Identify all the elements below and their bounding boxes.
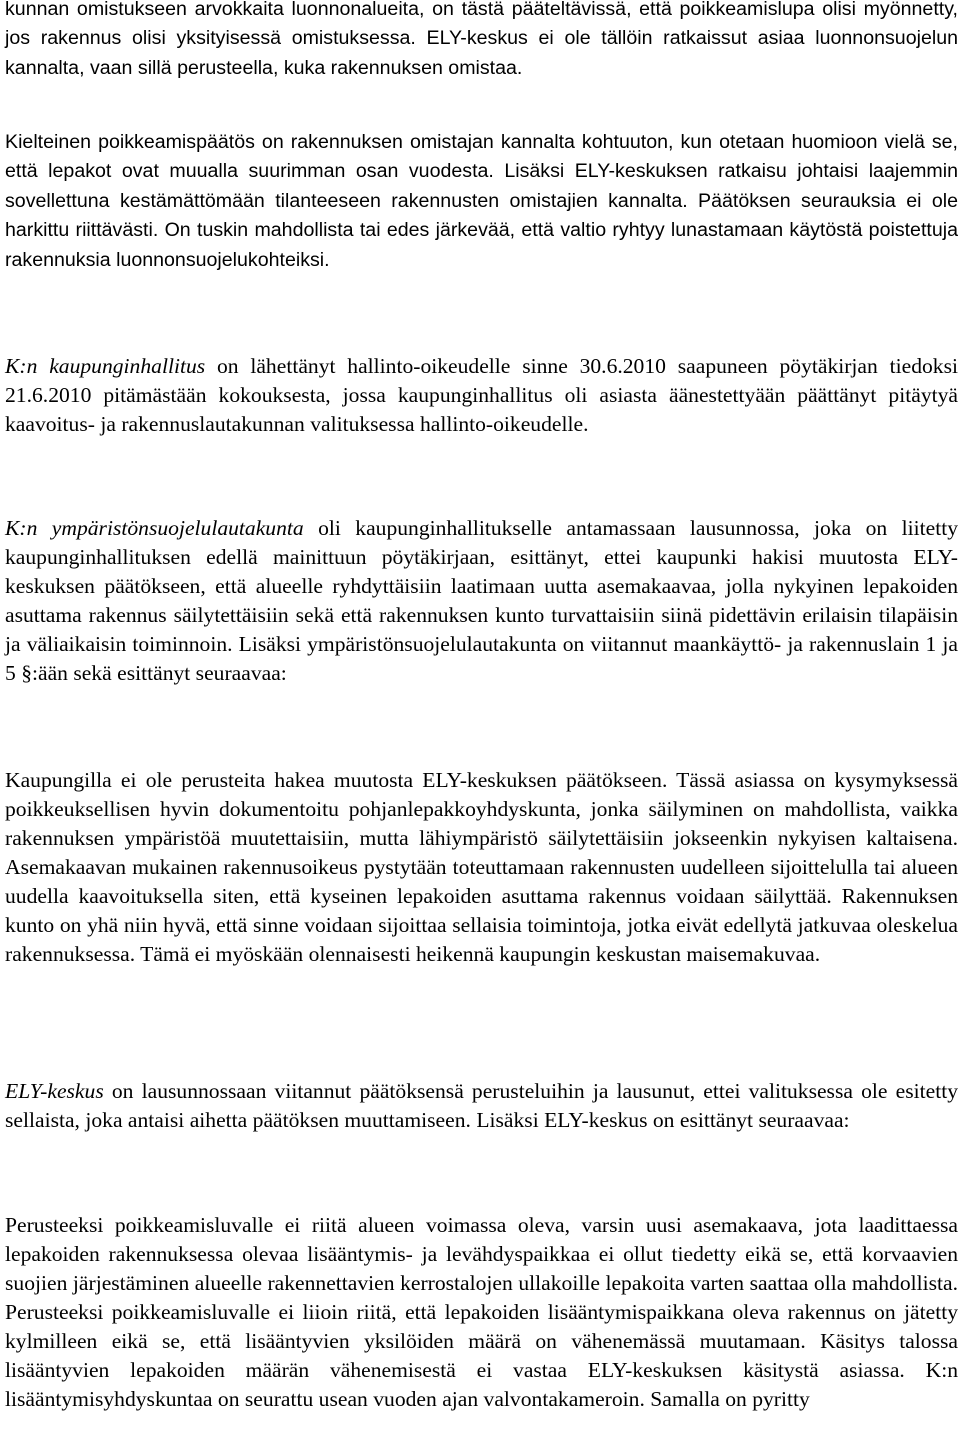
paragraph-committee-statement: Kaupungilla ei ole perusteita hakea muutosta ELY-keskuksen päätökseen. Tässä asiassa on kysymyksessä poikkeuksellisen hyvin dokumentoitu pohjanlepakkoyhdyskunta, jonka säilyminen on mahdollista, vaikka rakennuksen ympäristöä muutettaisiin, mutta lähiympäristö säilytettäisiin jokseenkin nykyisen kaltaisena. Asemakaavan mukainen rakennusoikeus pystytään toteuttamaan rakennusten uudelleen sijoittelulla tai alueen uudella kaavoituksella siten, että kyseinen lepakoiden asuttama rakennus voidaan säilyttää. Rakennuksen kunto on yhä niin hyvä, että sinne voidaan sijoittaa sellaisia toimintoja, jotka eivät edellytä jatkuvaa oleskelua rakennuksessa. Tämä ei myöskään olennaisesti heikennä kaupungin keskustan maisemakuvaa. [5,768,958,966]
paragraph-ownership-reasoning: kunnan omistukseen arvokkaita luonnonalueita, on tästä pääteltävissä, että poikkeamislupa olisi myönnetty, jos rakennus olisi yksityisessä omistuksessa. ELY-keskus ei ole tällöin ratkaissut asiaa luonnonsuojelun kannalta, vaan sillä perusteella, kuka rakennuksen omistaa. [5,0,958,79]
paragraph-body: on lausunnossaan viitannut päätöksensä perusteluihin ja lausunut, ettei valituksessa ole esitetty sellaista, joka antaisi aihetta päätöksen muuttamiseen. Lisäksi ELY-keskus on esittänyt seuraavaa: [5,1079,958,1132]
party-name-ely-centre: ELY-keskus [5,1079,104,1103]
paragraph-ely-statement: Perusteeksi poikkeamisluvalle ei riitä alueen voimassa oleva, varsin uusi asemakaava, jota laadittaessa lepakoiden rakennuksessa olevaa lisääntymis- ja levähdyspaikkaa ei ollut tiedetty eikä se, että korvaavien suojien järjestäminen alueelle rakennettavien kerrostalojen ullakoille lepakoita varten saattaa olla mahdollista. Perusteeksi poikkeamisluvalle ei liioin riitä, että lepakoiden lisääntymispaikkana oleva rakennus on jätetty kylmilleen eikä se, että lisääntyvien yksilöiden määrä on vähenemässä muutamaan. Käsitys talossa lisääntyvien lepakoiden määrän vähenemisestä ei vastaa ELY-keskuksen käsitystä asiassa. K:n lisääntymisyhdyskuntaa on seurattu usean vuoden ajan valvontakameroin. Samalla on pyritty [5,1213,958,1411]
paragraph-body: on lähettänyt hallinto-oikeudelle sinne 30.6.2010 saapuneen pöytäkirjan tiedoksi 21.6.2010 pitämästään kokouksesta, jossa kaupunginhallitus oli asiasta äänestettyään päättänyt pitäytyä kaavoitus- ja rakennuslautakunnan valituksessa hallinto-oikeudelle. [5,354,958,436]
party-name-city-board: K:n kaupunginhallitus [5,354,206,378]
paragraph-environmental-committee [5,514,958,688]
paragraph-ely-centre [5,1077,958,1135]
paragraph-negative-decision: Kielteinen poikkeamispäätös on rakennuksen omistajan kannalta kohtuuton, kun otetaan huomioon vielä se, että lepakot ovat muualla suurimman osan vuodesta. Lisäksi ELY-keskuksen ratkaisu johtaisi laajemmin sovellettuna kestämättömään tilanteeseen rakennusten omistajien kannalta. Päätöksen seurauksia ei ole harkittu riittävästi. On tuskin mahdollista tai edes järkevää, että valtio ryhtyy lunastamaan käytöstä poistettuja rakennuksia luonnonsuojelukohteiksi. [5,131,958,271]
paragraph-city-board [5,352,958,439]
party-name-environmental-committee: K:n ympäristönsuojelulautakunta [5,516,304,540]
paragraph-body: oli kaupunginhallitukselle antamassaan lausunnossa, joka on liitetty kaupunginhallituksen edellä mainittuun pöytäkirjaan, esittänyt, ettei kaupunki hakisi muutosta ELY-keskuksen päätökseen, että alueelle ryhdyttäisiin laatimaan uutta asemakaavaa, jolla nykyinen lepakoiden asuttama rakennus säilytettäisiin sekä että rakennuksen kunto turvattaisiin siinä pidettävin erilaisin tilapäisin ja väliaikaisin toiminnoin. Lisäksi ympäristönsuojelulautakunta on viitannut maankäyttö- ja rakennuslain 1 ja 5 §:ään sekä esittänyt seuraavaa: [5,516,958,685]
